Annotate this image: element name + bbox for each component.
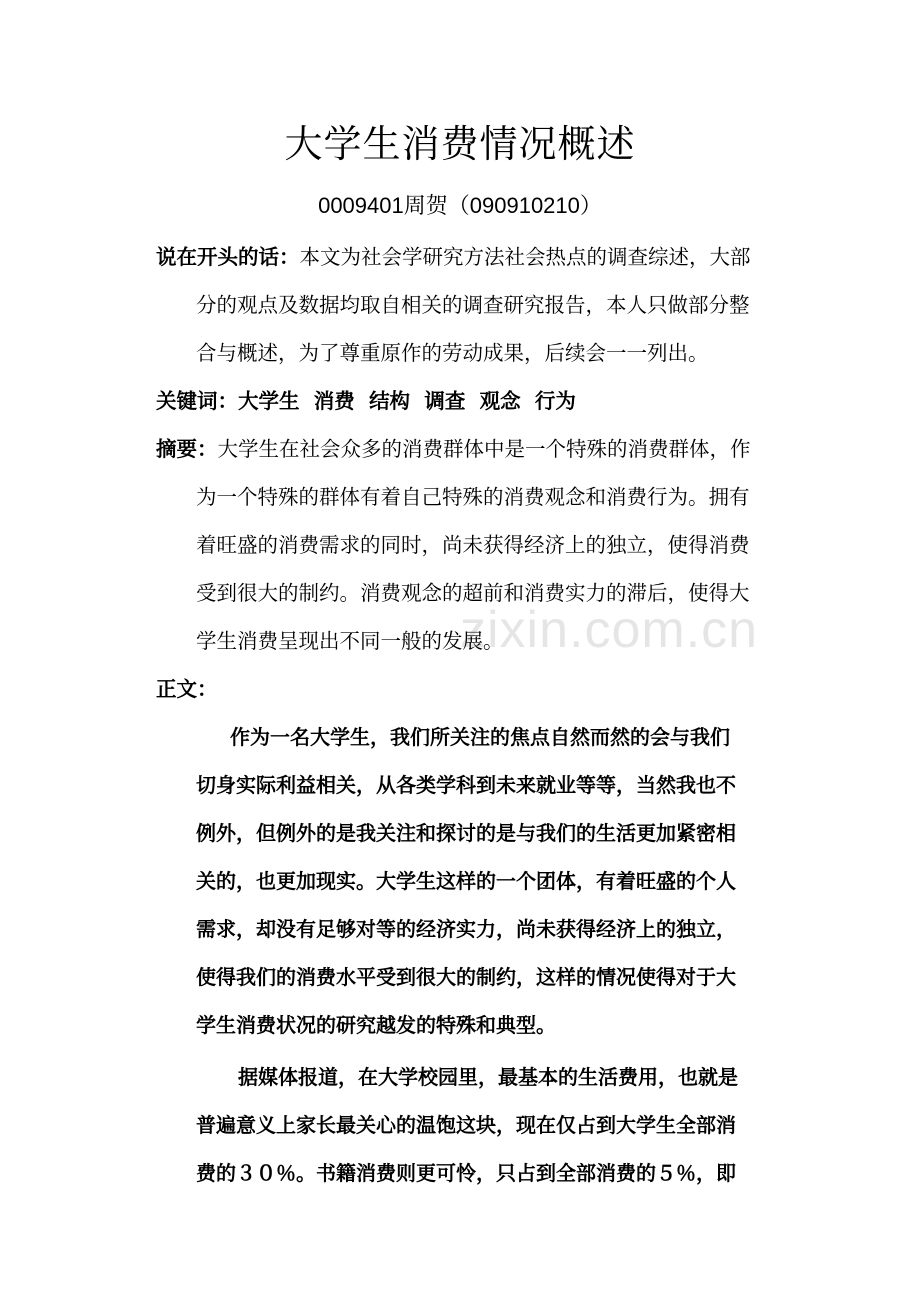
- body-p1-line-5: 需求，却没有足够对等的经济实力，尚未获得经济上的独立，: [196, 917, 736, 941]
- keyword: 行为: [534, 389, 576, 413]
- body-p1-line-2: 切身实际利益相关，从各类学科到未来就业等等，当然我也不: [196, 773, 736, 797]
- abstract-line-4: 受到很大的制约。消费观念的超前和消费实力的滞后，使得大: [196, 581, 750, 605]
- body-p1-line-6: 使得我们的消费水平受到很大的制约，这样的情况使得对于大: [196, 965, 736, 989]
- body-p1-line-4: 关的，也更加现实。大学生这样的一个团体，有着旺盛的个人: [196, 869, 736, 893]
- preface-line-2: 分的观点及数据均取自相关的调查研究报告，本人只做部分整: [196, 293, 750, 317]
- watermark-text: zixin.com.cn: [460, 601, 759, 659]
- body-p1-line-7: 学生消费状况的研究越发的特殊和典型。: [196, 1013, 556, 1037]
- body-p1-line-1: 作为一名大学生，我们所关注的焦点自然而然的会与我们: [230, 725, 730, 749]
- body-p1-line-3: 例外，但例外的是我关注和探讨的是与我们的生活更加紧密相: [196, 821, 736, 845]
- keyword: 大学生: [238, 389, 300, 413]
- body-p2-line-3: 费的３０％。书籍消费则更可怜，只占到全部消费的５％，即: [196, 1161, 736, 1185]
- close-paren: ）: [579, 194, 602, 219]
- preface-line-3: 合与概述，为了尊重原作的劳动成果，后续会一一列出。: [196, 341, 709, 365]
- author-line: [0, 190, 920, 223]
- keywords-label: 关键词：: [156, 389, 238, 413]
- document-title: 大学生消费情况概述: [284, 122, 636, 166]
- preface-text: 本文为社会学研究方法社会热点的调查综述，大部: [299, 245, 751, 269]
- abstract-line-2: 为一个特殊的群体有着自己特殊的消费观念和消费行为。拥有: [196, 485, 750, 509]
- keyword: 观念: [479, 389, 521, 413]
- body-label: 正文：: [156, 677, 218, 701]
- keyword: 调查: [424, 389, 466, 413]
- abstract-line-1: [156, 434, 751, 464]
- student-number: 090910210: [469, 193, 580, 218]
- keywords-line: [156, 386, 576, 416]
- author-id: 0009401: [318, 193, 404, 218]
- body-p2-line-2: 普遍意义上家长最关心的温饱这块，现在仅占到大学生全部消: [196, 1113, 736, 1137]
- abstract-label: 摘要：: [156, 437, 218, 461]
- keyword: 结构: [369, 389, 411, 413]
- preface-line-1: [156, 242, 751, 272]
- body-p2-line-1: 据媒体报道，在大学校园里，最基本的生活费用，也就是: [238, 1065, 738, 1089]
- abstract-text: 大学生在社会众多的消费群体中是一个特殊的消费群体，作: [217, 437, 751, 461]
- preface-label: 说在开头的话：: [156, 245, 300, 269]
- open-paren: （: [447, 194, 470, 219]
- abstract-line-5: 学生消费呈现出不同一般的发展。: [196, 629, 504, 653]
- abstract-line-3: 着旺盛的消费需求的同时，尚未获得经济上的独立，使得消费: [196, 533, 750, 557]
- author-name: 周贺: [403, 194, 448, 219]
- keyword: 消费: [313, 389, 355, 413]
